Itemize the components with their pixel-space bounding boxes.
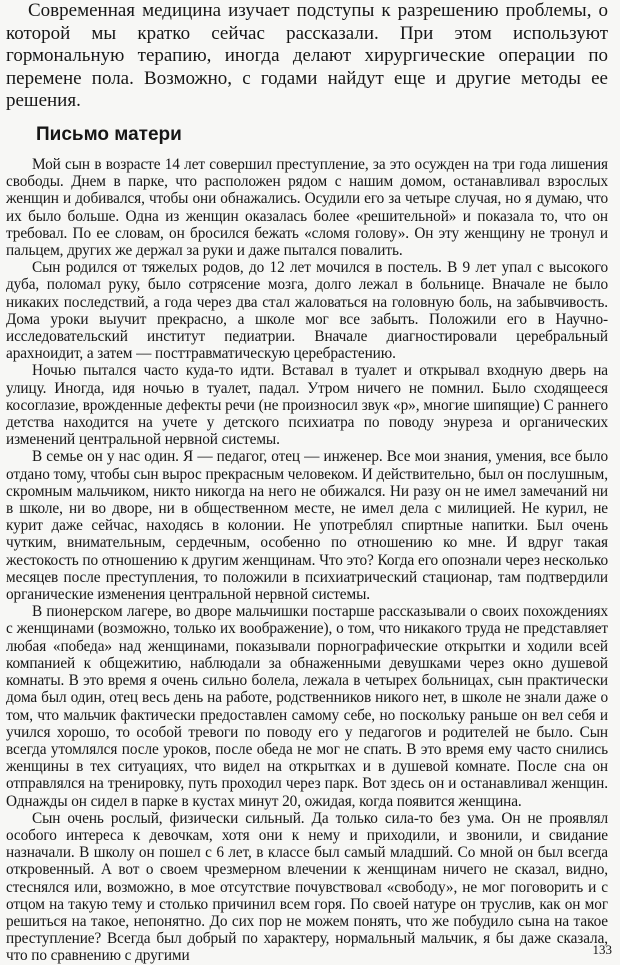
letter-paragraph: Сын очень рослый, физически сильный. Да только сила-то без ума. Он не проявлял особого интереса к девочкам, хотя они к нему и приходили, и звонили, и свидание назначали. В школу он пошел с 6 лет, в классе был самый младший. Со мной он был всегда откровенный. А вот о своем чрезмерном влечении к женщинам ничего не сказал, видно, стеснялся или, возможно, в мое отсутствие почувствовал «свободу», не мог поговорить и с отцом на такую тему и столько причинил всем горя. По своей натуре он труслив, как он мог решиться на такое, непонятно. До сих пор не можем понять, что же побудило сына на такое преступление? Всегда был добрый по характеру, нормальный мальчик, я бы даже сказала, что по сравнению с другими	[6, 809, 608, 965]
intro-section	[6, 0, 608, 113]
letter-body	[6, 156, 608, 965]
intro-paragraph: Современная медицина изучает подступы к разрешению проблемы, о которой мы кратко сейчас рассказали. При этом используют гормональную терапию, иногда делают хирургические операции по перемене пола. Возможно, с годами найдут еще и другие методы ее решения.	[6, 0, 608, 112]
letter-paragraph: Мой сын в возрасте 14 лет совершил преступление, за это осужден на три года лишения свободы. Днем в парке, что расположен рядом с нашим домом, останавливал взрослых женщин и добивался, чтобы они обнажались. Осудили его за четыре случая, но я думаю, что их было больше. Одна из женщин оказалась более «решительной» и показала то, что он требовал. По ее словам, он бросился бежать «сломя голову». Он эту женщину не тронул и пальцем, других же держал за руки и даже пытался повалить.	[6, 156, 608, 260]
page-number: 133	[592, 942, 612, 957]
letter-paragraph: В семье он у нас один. Я — педагог, отец — инженер. Все мои знания, умения, все было отдано тому, чтобы сын вырос прекрасным человеком. И действительно, был он послушным, скромным мальчиком, никто никогда на него не обижался. Ни разу он не имел замечаний ни в школе, ни во дворе, ни в общественном месте, не имел дела с милицией. Не курил, не курит даже сейчас, находясь в колонии. Не употреблял спиртные напитки. Был очень чутким, внимательным, сердечным, особенно по отношению ко мне. И вдруг такая жестокость по отношению к другим женщинам. Что это? Когда его опознали через несколько месяцев после преступления, то положили в психиатрический стационар, там подтвердили органические изменения центральной нервной системы.	[6, 448, 608, 604]
letter-paragraph: В пионерском лагере, во дворе мальчишки постарше рассказывали о своих похождениях с женщинами (возможно, только их воображение), о том, что никакого труда не представляет любая «победа» над женщинами, показывали порнографические открытки и ходили всей компанией к общежитию, наблюдали за обнаженными девушками через окно душевой комнаты. В это время я очень сильно болела, лежала в четырех больницах, сын практически дома был один, отец весь день на работе, родственников никого нет, в школе не знали даже о том, что мальчик фактически предоставлен самому себе, но поскольку раньше он вел себя и учился хорошо, то особой тревоги по поводу его у педагогов и родителей не было. Сын всегда утомлялся после уроков, после обеда не мог не спать. В это время ему часто снились женщины в тех ситуациях, что видел на открытках и в душевой комнате. После сна он отправлялся на тренировку, путь проходил через парк. Вот здесь он и останавливал женщин. Однажды он сидел в парке в кустах минут 20, ожидая, когда появится женщина.	[6, 603, 608, 810]
letter-paragraph: Ночью пытался часто куда-то идти. Вставал в туалет и открывал входную дверь на улицу. Иногда, идя ночью в туалет, падал. Утром ничего не помнил. Было сходящееся косоглазие, врожденные дефекты речи (не произносил звук «р», многие шипящие) С раннего детства находится на учете у детского психиатра по поводу энуреза и органических изменений центральной нервной системы.	[6, 362, 608, 449]
section-title: Письмо матери	[36, 124, 182, 145]
letter-paragraph: Сын родился от тяжелых родов, до 12 лет мочился в постель. В 9 лет упал с высокого дуба, поломал руку, было сотрясение мозга, долго лежал в больнице. Вначале не было никаких последствий, а года через два стал жаловаться на головную боль, на забывчивость. Дома уроки выучит прекрасно, а школе мог все забыть. Положили его в Научно-исследовательский институт педиатрии. Вначале диагностировали церебральный арахноидит, а затем — посттравматическую церебрастению.	[6, 259, 608, 363]
